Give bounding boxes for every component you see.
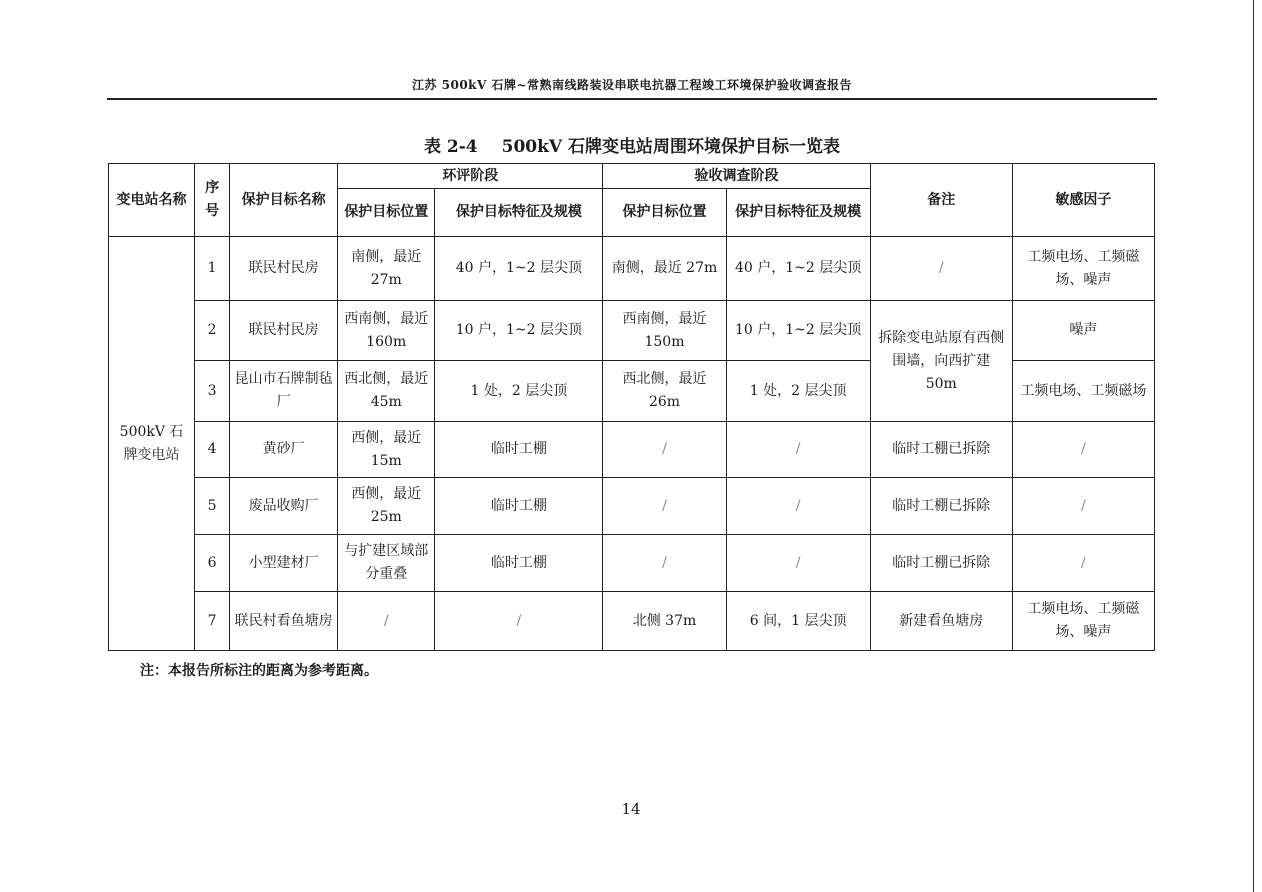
table-row bbox=[109, 535, 1155, 592]
header-acc-location: 保护目标位置 bbox=[603, 189, 726, 237]
table-row bbox=[109, 592, 1155, 651]
remark-cell: / bbox=[870, 237, 1012, 301]
acc-feature-cell: 1 处，2 层尖顶 bbox=[726, 361, 870, 422]
table-note: 注：本报告所标注的距离为参考距离。 bbox=[140, 663, 378, 679]
header-station: 变电站名称 bbox=[109, 164, 195, 237]
acc-location-cell: / bbox=[603, 478, 726, 535]
remark-cell: 临时工棚已拆除 bbox=[870, 422, 1012, 478]
name-cell: 联民村民房 bbox=[230, 237, 338, 301]
eia-location-cell: 西北侧，最近 45m bbox=[338, 361, 435, 422]
name-cell: 废品收购厂 bbox=[230, 478, 338, 535]
factor-cell: 工频电场、工频磁场 bbox=[1012, 361, 1154, 422]
seq-cell: 5 bbox=[195, 478, 230, 535]
header-target-name: 保护目标名称 bbox=[230, 164, 338, 237]
remark-cell: 新建看鱼塘房 bbox=[870, 592, 1012, 651]
eia-feature-cell: 10 户，1~2 层尖顶 bbox=[435, 301, 603, 361]
eia-feature-cell: / bbox=[435, 592, 603, 651]
header-acc-feature: 保护目标特征及规模 bbox=[726, 189, 870, 237]
acc-location-cell: 南侧，最近 27m bbox=[603, 237, 726, 301]
acc-feature-cell: 40 户，1~2 层尖顶 bbox=[726, 237, 870, 301]
seq-cell: 3 bbox=[195, 361, 230, 422]
factor-cell: 工频电场、工频磁场、噪声 bbox=[1012, 237, 1154, 301]
acc-location-cell: 北侧 37m bbox=[603, 592, 726, 651]
seq-cell: 2 bbox=[195, 301, 230, 361]
header-eia-feature: 保护目标特征及规模 bbox=[435, 189, 603, 237]
table-row bbox=[109, 478, 1155, 535]
name-cell: 黄砂厂 bbox=[230, 422, 338, 478]
remark-cell: 临时工棚已拆除 bbox=[870, 535, 1012, 592]
factor-cell: 噪声 bbox=[1012, 301, 1154, 361]
header-eia-location: 保护目标位置 bbox=[338, 189, 435, 237]
station-name-cell: 500kV 石牌变电站 bbox=[109, 237, 195, 651]
seq-cell: 4 bbox=[195, 422, 230, 478]
factor-cell: 工频电场、工频磁场、噪声 bbox=[1012, 592, 1154, 651]
eia-feature-cell: 临时工棚 bbox=[435, 422, 603, 478]
eia-location-cell: / bbox=[338, 592, 435, 651]
remark-cell: 临时工棚已拆除 bbox=[870, 478, 1012, 535]
eia-location-cell: 西南侧，最近 160m bbox=[338, 301, 435, 361]
table-row bbox=[109, 422, 1155, 478]
acc-location-cell: / bbox=[603, 535, 726, 592]
acc-location-cell: 西南侧，最近 150m bbox=[603, 301, 726, 361]
header-acceptance-stage: 验收调查阶段 bbox=[603, 164, 870, 189]
table-row bbox=[109, 301, 1155, 361]
seq-cell: 6 bbox=[195, 535, 230, 592]
eia-location-cell: 西侧，最近 25m bbox=[338, 478, 435, 535]
header-seq: 序号 bbox=[195, 164, 230, 237]
protection-target-table bbox=[108, 163, 1155, 651]
factor-cell: / bbox=[1012, 422, 1154, 478]
caption-title: 500kV 石牌变电站周围环境保护目标一览表 bbox=[501, 137, 840, 157]
name-cell: 小型建材厂 bbox=[230, 535, 338, 592]
acc-feature-cell: 10 户，1~2 层尖顶 bbox=[726, 301, 870, 361]
seq-cell: 7 bbox=[195, 592, 230, 651]
header-rule bbox=[107, 98, 1157, 100]
acc-feature-cell: 6 间，1 层尖顶 bbox=[726, 592, 870, 651]
caption-number: 表 2-4 bbox=[423, 137, 478, 157]
acc-location-cell: 西北侧，最近 26m bbox=[603, 361, 726, 422]
acc-feature-cell: / bbox=[726, 478, 870, 535]
acc-location-cell: / bbox=[603, 422, 726, 478]
seq-cell: 1 bbox=[195, 237, 230, 301]
eia-location-cell: 西侧，最近 15m bbox=[338, 422, 435, 478]
factor-cell: / bbox=[1012, 478, 1154, 535]
eia-feature-cell: 临时工棚 bbox=[435, 478, 603, 535]
eia-feature-cell: 1 处，2 层尖顶 bbox=[435, 361, 603, 422]
merged-remark-cell: 拆除变电站原有西侧围墙，向西扩建 50m bbox=[870, 301, 1012, 422]
name-cell: 昆山市石牌制毡厂 bbox=[230, 361, 338, 422]
header-factor: 敏感因子 bbox=[1012, 164, 1154, 237]
acc-feature-cell: / bbox=[726, 422, 870, 478]
eia-feature-cell: 40 户，1~2 层尖顶 bbox=[435, 237, 603, 301]
page-edge-line bbox=[1253, 0, 1254, 892]
eia-location-cell: 南侧，最近 27m bbox=[338, 237, 435, 301]
report-header: 江苏 500kV 石牌~常熟南线路装设串联电抗器工程竣工环境保护验收调查报告 bbox=[411, 78, 853, 92]
acc-feature-cell: / bbox=[726, 535, 870, 592]
factor-cell: / bbox=[1012, 535, 1154, 592]
eia-location-cell: 与扩建区域部分重叠 bbox=[338, 535, 435, 592]
header-remark: 备注 bbox=[870, 164, 1012, 237]
name-cell: 联民村民房 bbox=[230, 301, 338, 361]
table-row bbox=[109, 237, 1155, 301]
page-number: 14 bbox=[621, 800, 641, 818]
header-eia-stage: 环评阶段 bbox=[338, 164, 603, 189]
eia-feature-cell: 临时工棚 bbox=[435, 535, 603, 592]
name-cell: 联民村看鱼塘房 bbox=[230, 592, 338, 651]
table-caption bbox=[107, 132, 1157, 157]
